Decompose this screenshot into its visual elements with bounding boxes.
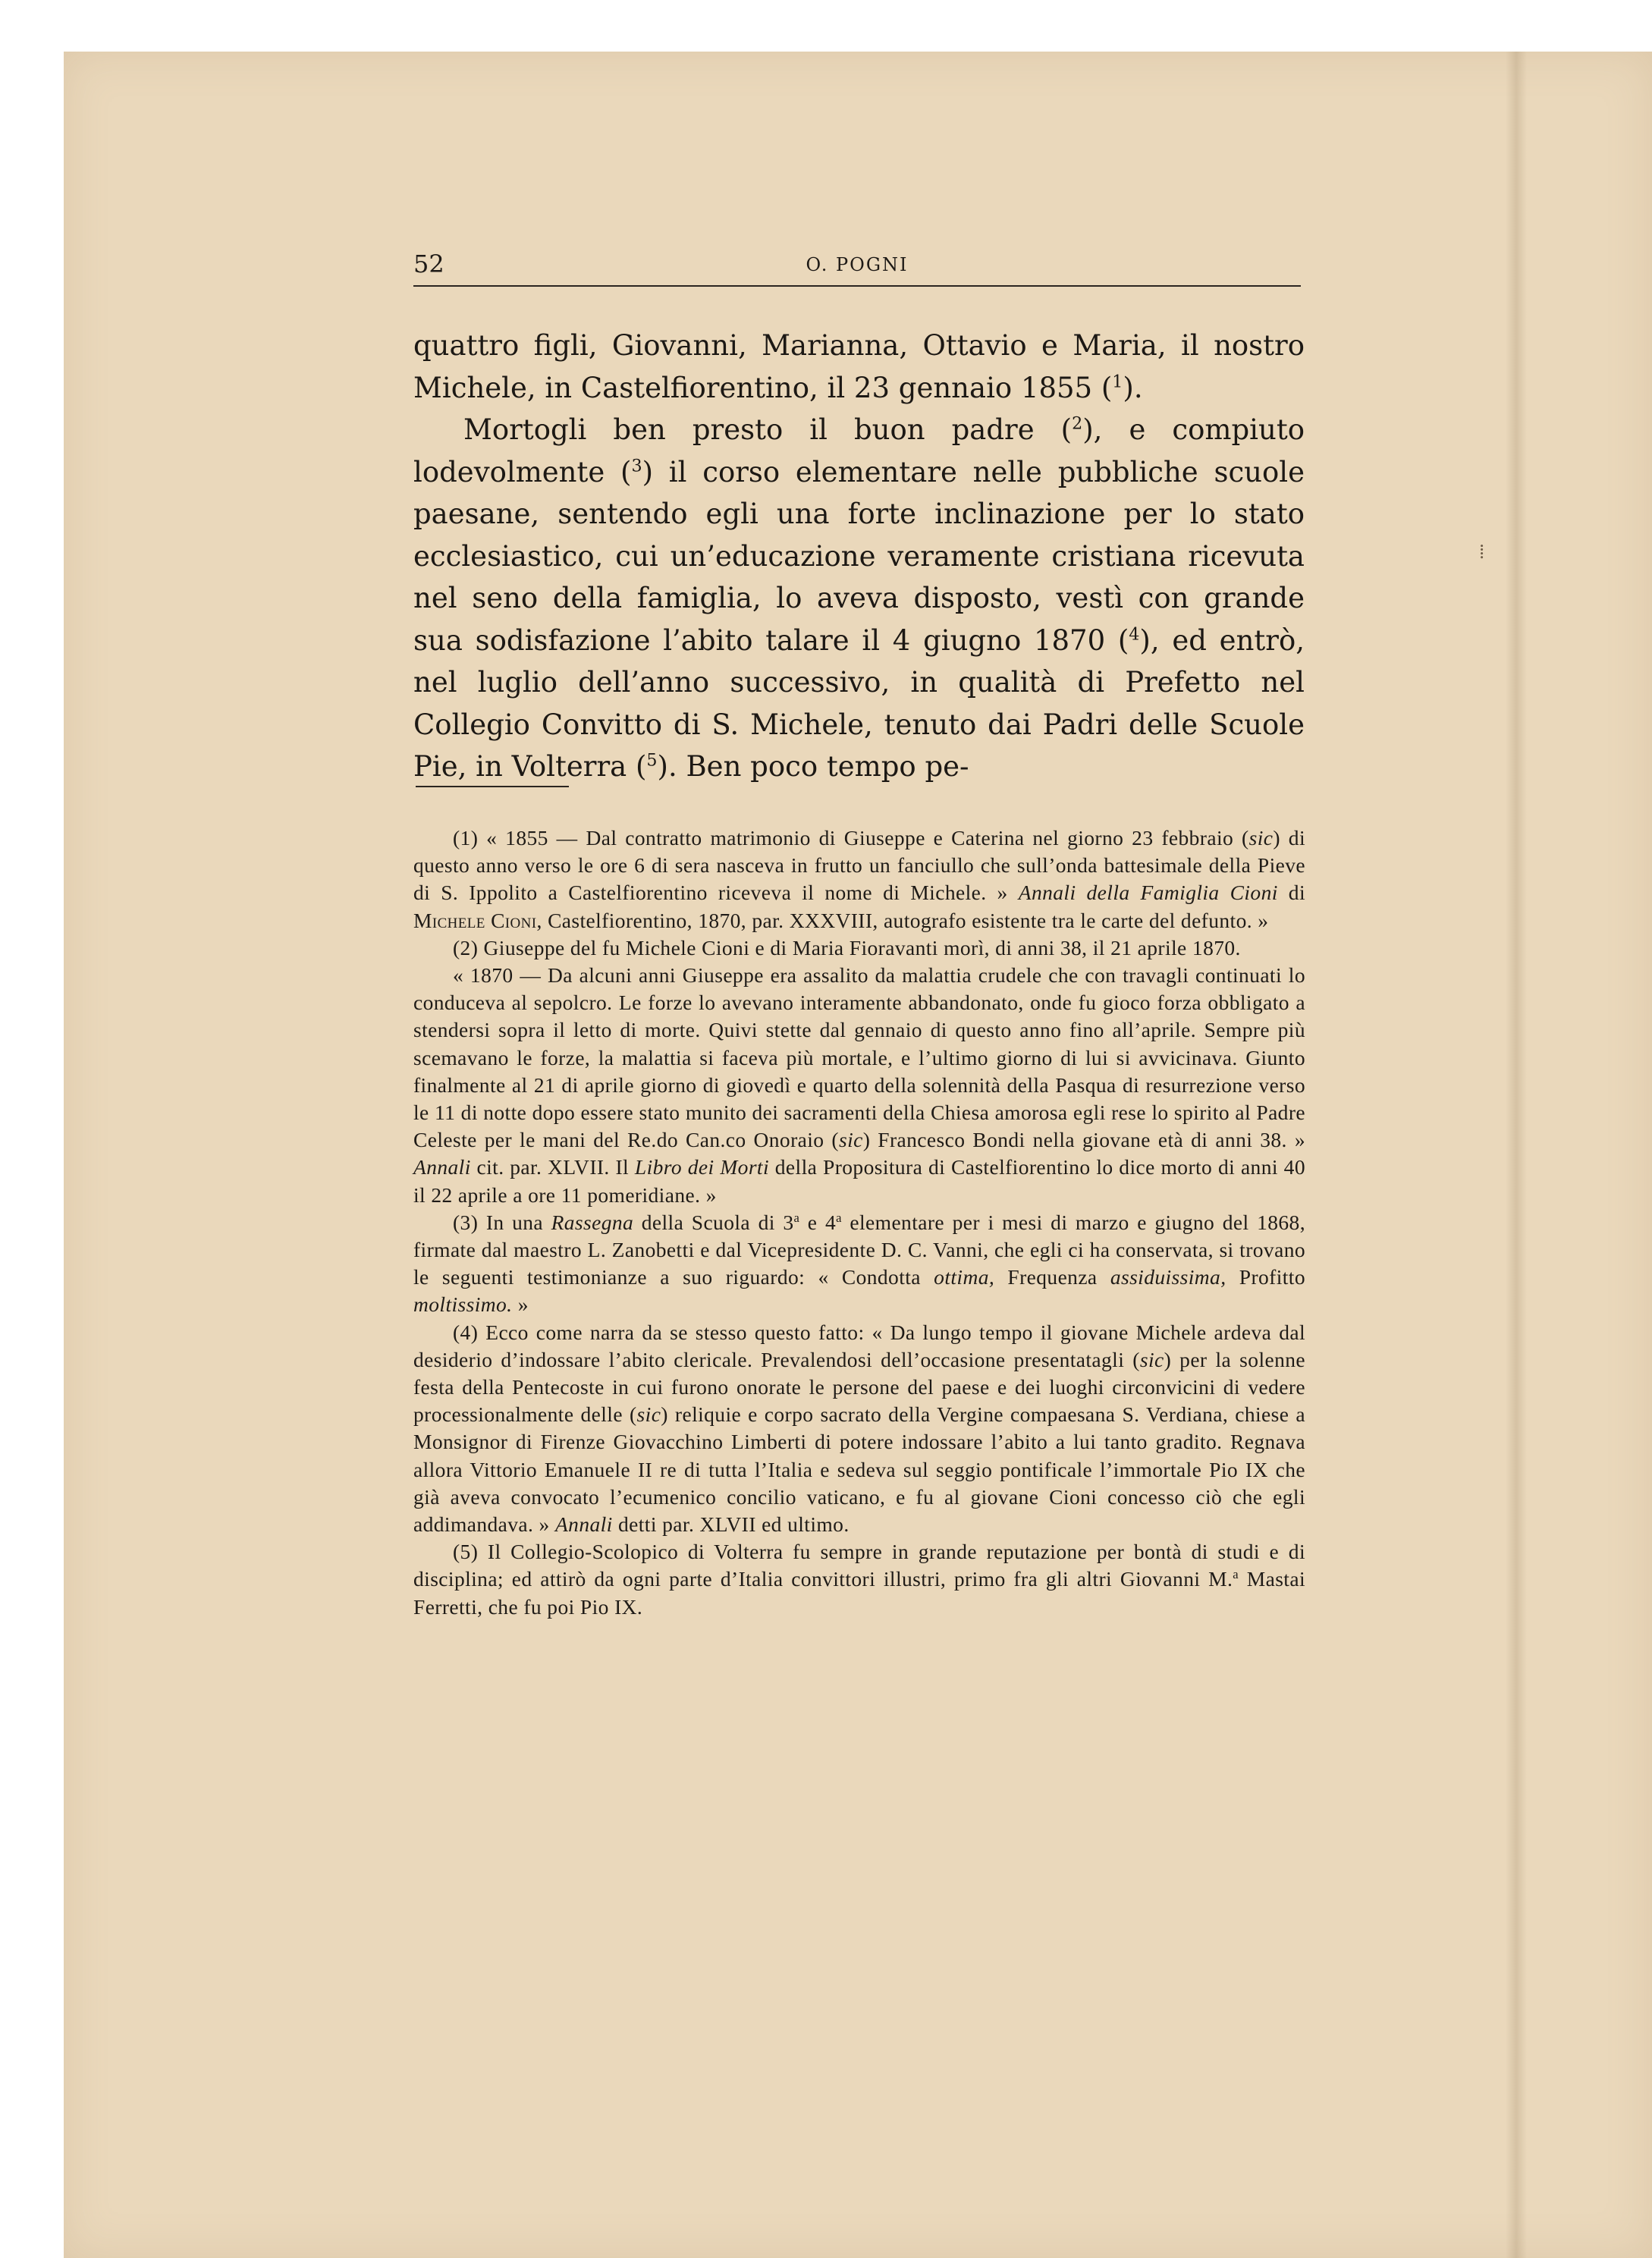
footnote-ref: 5 bbox=[646, 750, 658, 771]
paragraph: Mortogli ben presto il buon padre ($^2$), e compiuto lodevolmente ($^3$) il corso elementare nelle pubbliche scuole paesane, sentendo egli una forte inclinazione per lo stato ecclesiastico, cui un’educazione veramente cristiana ricevuta nel seno della famiglia, lo aveva disposto, vestì con grande sua sodisfazione l’abito talare il 4 giugno 1870 ($^4$), ed entrò, nel luglio dell’anno successivo, in qualità di Prefetto nel Collegio Convitto di S. Michele, tenuto dai Padri delle Scuole Pie, in Volterra ($^5$). Ben poco tempo pe- bbox=[413, 413, 1305, 783]
footnote-ref: 1 bbox=[1112, 372, 1123, 392]
footnote-4: (4) Ecco come narra da se stesso questo fatto: « Da lungo tempo il giovane Michele ardeva dal desiderio d’indossare l’abito clericale. Prevalendosi dell’occasione presentatagli (sic) per la solenne festa della Pentecoste in cui furono onorate le persone del paese e dei luoghi circonvicini di vedere processionalmente delle (sic) reliquie e corpo sacrato della Vergine compaesana S. Verdiana, chiese a Monsignor di Firenze Giovacchino Limberti di potere indossare l’abito a lui tanto gradito. Regnava allora Vittorio Emanuele II re di tutta l’Italia e sedeva sul seggio pontificale l’immortale Pio IX che già aveva convocato l’ecumenico concilio vaticano, e fu al giovane Cioni concesso ciò che egli addimandava. » Annali detti par. XLVII ed ultimo. bbox=[413, 1320, 1305, 1537]
footnote-2-quote: « 1870 — Da alcuni anni Giuseppe era assalito da malattia crudele che con travagli continuati lo conduceva al sepolcro. Le forze lo avevano interamente abbandonato, onde fu gioco forza obbligato a stendersi sopra il letto di morte. Quivi stette dal gennaio di questo anno fino all’aprile. Sempre più scemavano le forze, la malattia si faceva più mortale, e l’ultimo giorno di lui si avvicinava. Giunto finalmente al 21 di aprile giorno di giovedì e quarto della solennità della Pasqua di resurrezione verso le 11 di notte dopo essere stato munito dei sacramenti della Chiesa amorosa egli rese lo spirito al Padre Celeste per le mani del Re.do Can.co Onoraio (sic) Francesco Bondi nella giovane età di anni 38. » Annali cit. par. XLVII. Il Libro dei Morti della Propositura di Castelfiorentino lo dice morto di anni 40 il 22 aprile a ore 11 pomeridiane. » bbox=[413, 963, 1305, 1207]
footnote-1: (1) « 1855 — Dal contratto matrimonio di Giuseppe e Caterina nel giorno 23 febbraio (sic) di questo anno verso le ore 6 di sera nasceva in frutto un fanciullo che sull’onda battesimale della Pieve di S. Ippolito a Castelfiorentino riceveva il nome di Michele. » Annali della Famiglia Cioni di Michele Cioni, Castelfiorentino, 1870, par. XXXVIII, autografo esistente tra le carte del defunto. » bbox=[413, 826, 1306, 932]
paragraph: quattro figli, Giovanni, Marianna, Ottavio e Maria, il nostro Michele, in Castelfiorentino, il 23 gennaio 1855 ($^1$). bbox=[413, 329, 1305, 404]
footnote-ref: 2 bbox=[1072, 413, 1083, 434]
footnote-3: (3) In una Rassegna della Scuola di 3$^a$ e 4$^a$ elementare per i mesi di marzo e giugno del 1868, firmate dal maestro L. Zanobetti e dal Vicepresidente D. C. Vanni, che egli ci ha conservata, si trovano le seguenti testimonianze a suo riguardo: « Condotta ottima, Frequenza assiduissima, Profitto moltissimo. » bbox=[413, 1210, 1305, 1317]
page-number: 52 bbox=[413, 250, 444, 278]
page-fold-shadow bbox=[1506, 52, 1527, 2258]
running-head-author: O. POGNI bbox=[806, 254, 909, 275]
margin-mark: ⁞ bbox=[1479, 541, 1485, 564]
footnote-ref: 3 bbox=[631, 456, 642, 476]
footnote-5: (5) Il Collegio-Scolopico di Volterra fu sempre in grande reputazione per bontà di studi e di disciplina; ed attirò da ogni parte d’Italia convittori illustri, primo fra gli altri Giovanni M.$^a$ Mastai Ferretti, che fu poi Pio IX. bbox=[413, 1540, 1305, 1619]
footnote-separator bbox=[416, 786, 569, 787]
main-text bbox=[413, 325, 1305, 788]
footnotes bbox=[413, 824, 1305, 1621]
running-header bbox=[413, 250, 1301, 287]
footnote-2: (2) Giuseppe del fu Michele Cioni e di Maria Fioravanti morì, di anni 38, il 21 aprile 1870. bbox=[453, 935, 1241, 959]
footnote-ref: 4 bbox=[1129, 624, 1140, 645]
